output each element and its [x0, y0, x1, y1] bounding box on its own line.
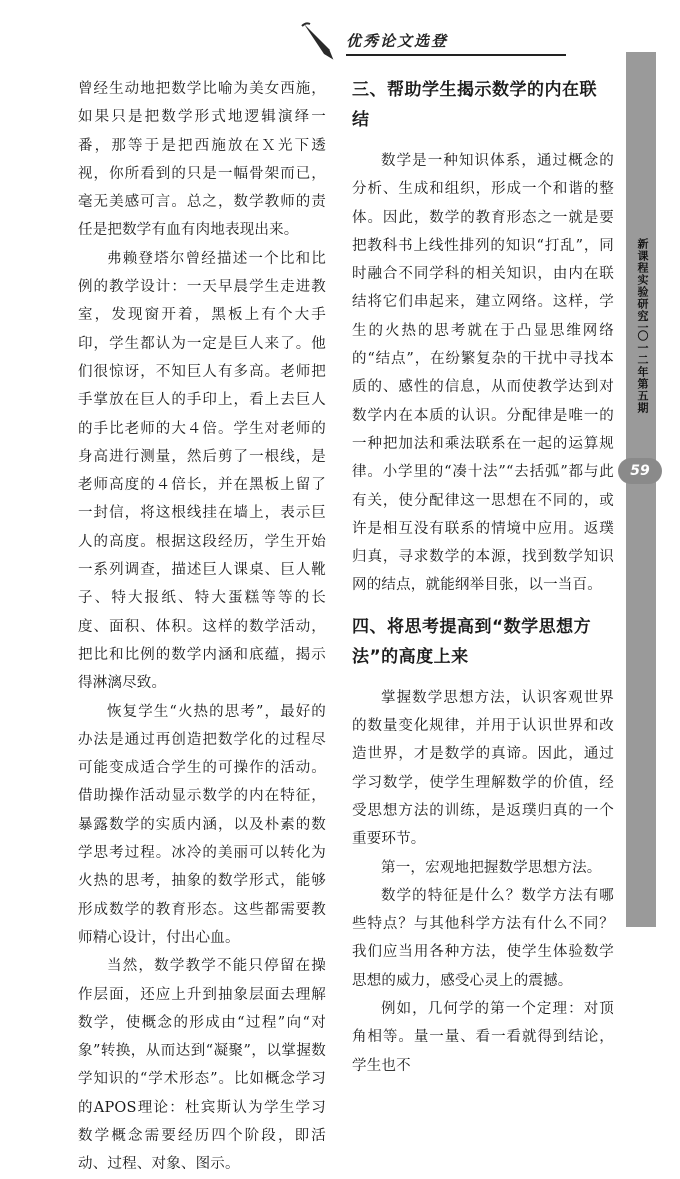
paragraph: 例如，几何学的第一个定理：对顶角相等。量一量、看一看就得到结论，学生也不 [352, 1001, 614, 1074]
paragraph: 恢复学生“火热的思考”，最好的办法是通过再创造把数学化的过程尽可能变成适合学生的可操作的活动。借助操作活动显示数学的内在特征，暴露数学的实质内涵，以及朴素的数学思考过程。冰冷的美丽可以转化为火热的思考，抽象的数学形式，能够形成数学的教育形态。这些都需要教师精心设计，付出心血。 [78, 703, 326, 946]
running-header [300, 20, 600, 64]
sidebar-band [626, 52, 656, 927]
paragraph: 数学的特征是什么？数学方法有哪些特点？与其他科学方法有什么不同？我们应当用各种方法，使学生体验数学思想的威力，感受心灵上的震撼。 [352, 887, 614, 989]
left-column [78, 75, 326, 1179]
header-rule [346, 54, 566, 56]
right-column [352, 75, 614, 1080]
section-heading-3: 三、帮助学生揭示数学的内在联结 [352, 80, 597, 130]
page-number: 59 [618, 458, 662, 484]
paragraph: 弗赖登塔尔曾经描述一个比和比例的教学设计：一天早晨学生走进教室，发现窗开着，黑板上有个大手印，学生都认为一定是巨人来了。他们很惊讶，不知巨人有多高。老师把手掌放在巨人的手印上，看上去巨人的手比老师的大４倍。学生对老师的身高进行测量，然后剪了一根线，是老师高度的４倍长，并在黑板上留了一封信，将这根线挂在墙上，表示巨人的高度。根据这段经历，学生开始一系列调查，描述巨人课桌、巨人靴子、特大报纸、特大蛋糕等等的长度、面积、体积。这样的数学活动，把比和比例的数学内涵和底蕴，揭示得淋漓尽致。 [78, 250, 326, 692]
section-heading-4: 四、将思考提高到“数学思想方法”的高度上来 [352, 616, 592, 667]
issue-label: 二〇一二年第五期 [636, 318, 649, 414]
pen-icon [300, 20, 344, 64]
paragraph: 数学是一种知识体系，通过概念的分析、生成和组织，形成一个和谐的整体。因此，数学的教育形态之一就是要把教科书上线性排列的知识“打乱”，同时融合不同学科的相关知识，由内在联结将它们串起来，建立网络。这样，学生的火热的思考就在于凸显思维网络的“结点”，在纷繁复杂的干扰中寻找本质的、感性的信息，从而使教学达到对数学内在本质的认识。分配律是唯一的一种把加法和乘法联系在一起的运算规律。小学里的“凑十法”“去括弧”都与此有关，使分配律这一思想在不同的，或许是相互没有联系的情境中应用。返璞归真，寻求数学的本源，找到数学知识网的结点，就能纲举目张，以一当百。 [352, 153, 614, 594]
journal-name: 新课程实验研究 [636, 238, 649, 322]
paragraph: 第一，宏观地把握数学思想方法。 [381, 859, 602, 876]
paragraph: 掌握数学思想方法，认识客观世界的数量变化规律，并用于认识世界和改造世界，才是数学的真谛。因此，通过学习数学，使学生理解数学的价值，经受思想方法的训练，是返璞归真的一个重要环节。 [352, 689, 614, 848]
paragraph: 曾经生动地把数学比喻为美女西施，如果只是把数学形式地逻辑演绎一番，那等于是把西施放在Ｘ光下透视，你所看到的只是一幅骨架而已，毫无美感可言。总之，数学教师的责任是把数学有血有肉地表现出来。 [78, 81, 326, 239]
paragraph: 当然，数学教学不能只停留在操作层面，还应上升到抽象层面去理解数学，使概念的形成由“过程”向“对象”转换，从而达到“凝聚”，以掌握数学知识的“学术形态”。比如概念学习的APOS理论：杜宾斯认为学生学习数学概念需要经历四个阶段，即活动、过程、对象、图示。 [78, 958, 326, 1173]
section-title: 优秀论文选登 [346, 32, 449, 50]
